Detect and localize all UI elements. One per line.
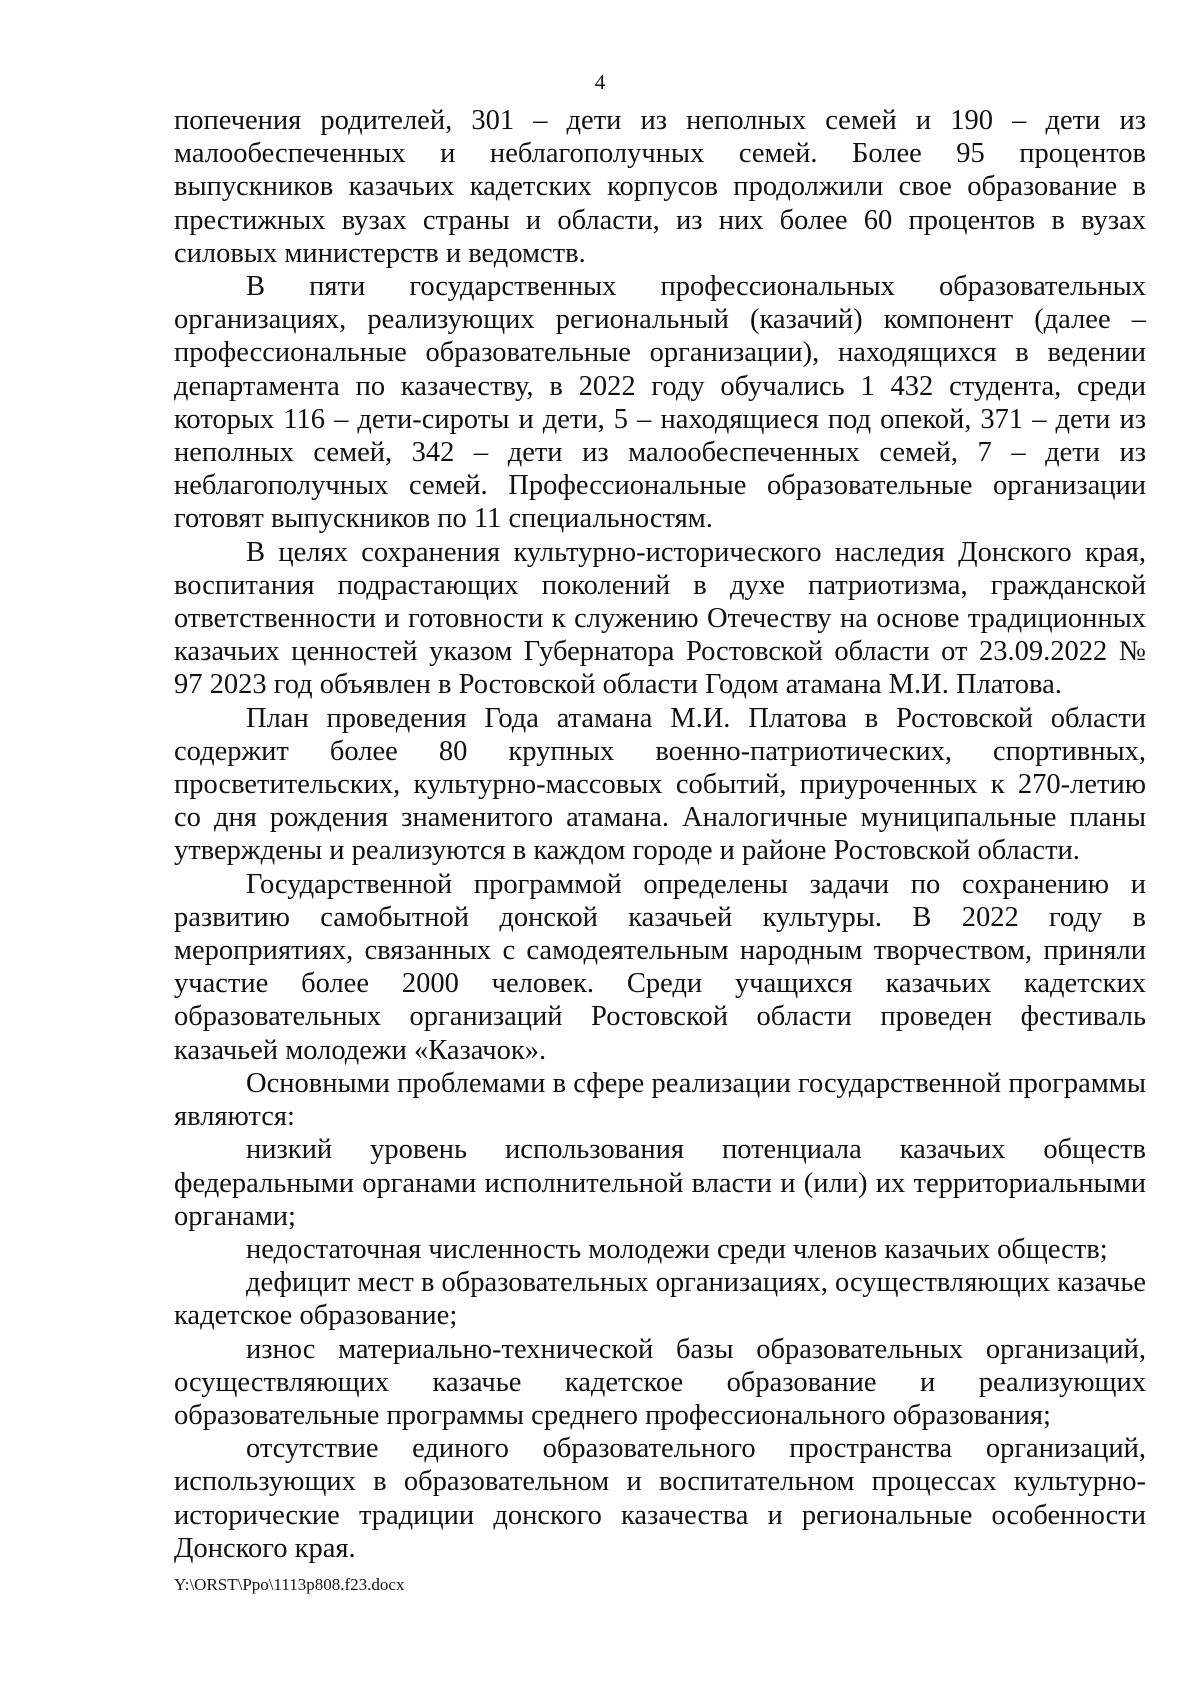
paragraph-culture: Государственной программой определены задачи по сохранению и развитию самобытной донской казачьей культуры. В 2022 году в мероприятиях, связанных с самодеятельным народным творчеством, приняли участие более 2000 человек. Среди учащихся казачьих кадетских образовательных организаций Ростовской области проведен фестиваль казачьей молодежи «Казачок». bbox=[174, 868, 1146, 1066]
paragraph-professional-organizations: В пяти государственных профессиональных образовательных организациях, реализующих региональный (казачий) компонент (далее – профессиональные образовательные организации), находящихся в ведении департамента по казачеству, в 2022 году обучались 1 432 студента, среди которых 116 – дети-сироты и дети, 5 – находящиеся под опекой, 371 – дети из неполных семей, 342 – дети из малообеспеченных семей, 7 – дети из неблагополучных семей. Профессиональные образовательные организации готовят выпускников по 11 специальностям. bbox=[174, 271, 1146, 535]
page-number: 4 bbox=[594, 70, 606, 94]
problem-item: низкий уровень использования потенциала казачьих обществ федеральными органами исполнительной власти и (или) их территориальными органами; bbox=[174, 1134, 1146, 1232]
problem-item: отсутствие единого образовательного пространства организаций, использующих в образовательном и воспитательном процессах культурно-исторические традиции донского казачества и региональные особенности Донского края. bbox=[174, 1433, 1146, 1564]
problem-item: износ материально-технической базы образовательных организаций, осуществляющих казачье кадетское образование и реализующих образовательные программы среднего профессионального образования; bbox=[174, 1333, 1146, 1431]
paragraph-platov-plan: План проведения Года атамана М.И. Платова в Ростовской области содержит более 80 крупных военно-патриотических, спортивных, просветительских, культурно-массовых событий, приуроченных к 270-летию со дня рождения знаменитого атамана. Аналогичные муниципальные планы утверждены и реализуются в каждом городе и районе Ростовской области. bbox=[174, 702, 1146, 867]
paragraph-problems-intro: Основными проблемами в сфере реализации государственной программы являются: bbox=[174, 1067, 1146, 1133]
paragraph-year-of-platov: В целях сохранения культурно-исторического наследия Донского края, воспитания подрастающих поколений в духе патриотизма, гражданской ответственности и готовности к служению Отечеству на основе традиционных казачьих ценностей указом Губернатора Ростовской области от 23.09.2022 № 97 2023 год объявлен в Ростовской области Годом атамана М.И. Платова. bbox=[174, 536, 1146, 701]
problem-item: недостаточная численность молодежи среди членов казачьих обществ; bbox=[246, 1233, 1108, 1265]
problem-item: дефицит мест в образовательных организациях, осуществляющих казачье кадетское образование; bbox=[174, 1267, 1146, 1332]
footer-file-path: Y:\ORST\Ppo\1113p808.f23.docx bbox=[174, 1575, 405, 1594]
paragraph-continuation: попечения родителей, 301 – дети из неполных семей и 190 – дети из малообеспеченных и неблагополучных семей. Более 95 процентов выпускников казачьих кадетских корпусов продолжили свое образование в престижных вузах страны и области, из них более 60 процентов в вузах силовых министерств и ведомств. bbox=[174, 105, 1146, 269]
document-body bbox=[174, 104, 1146, 1565]
